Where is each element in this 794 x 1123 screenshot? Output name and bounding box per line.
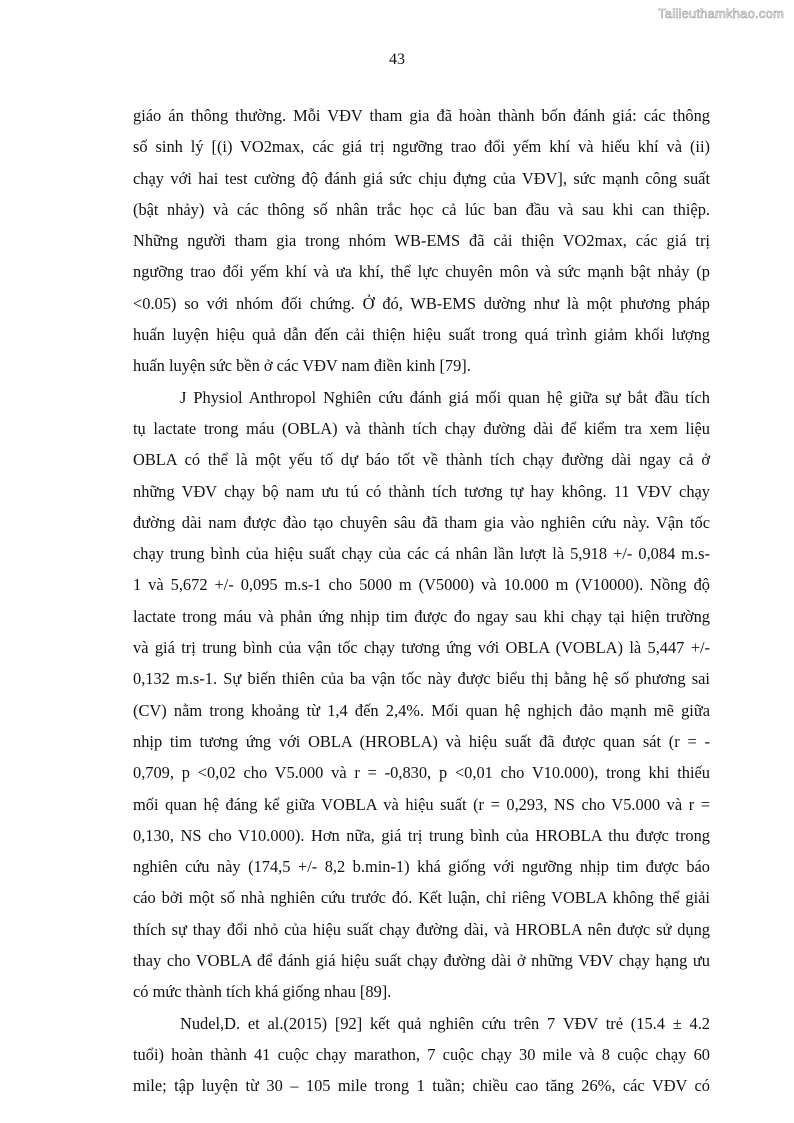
document-body bbox=[133, 100, 710, 1102]
text-line: tụ lactate trong máu (OBLA) và thành tích chạy đường dài để kiểm tra xem liệu bbox=[133, 418, 710, 438]
page-number: 43 bbox=[389, 51, 405, 68]
text-line: ngưỡng trao đổi yếm khí và ưa khí, thể lực chuyên môn và sức mạnh bật nhảy (p bbox=[133, 262, 710, 282]
text-line: tuổi) hoàn thành 41 cuộc chạy marathon, 7 cuộc chạy 30 mile và 8 cuộc chạy 60 bbox=[133, 1044, 710, 1064]
text-line: lactate trong máu và phản ứng nhịp tim được đo ngay sau khi chạy tại hiện trường bbox=[133, 606, 710, 626]
text-line: nghiên cứu này (174,5 +/- 8,2 b.min-1) khá giống với ngưỡng nhịp tim được báo bbox=[133, 857, 710, 877]
text-line: <0.05) so với nhóm đối chứng. Ở đó, WB-EMS dường như là một phương pháp bbox=[133, 293, 710, 313]
paragraph-wb-ems bbox=[133, 100, 710, 382]
paragraph-obla bbox=[133, 382, 710, 1008]
text-line: chạy trung bình của hiệu suất chạy của các cá nhân lần lượt là 5,918 +/- 0,084 m.s- bbox=[133, 544, 710, 564]
text-line: thay cho VOBLA để đánh giá hiệu suất chạy đường dài ở những VĐV chạy hạng ưu bbox=[133, 951, 710, 971]
text-line: huấn luyện sức bền ở các VĐV nam điền kinh [79]. bbox=[133, 356, 471, 376]
text-line: những VĐV chạy bộ nam ưu tú có thành tích tương tự hay không. 11 VĐV chạy bbox=[133, 481, 710, 501]
text-line: chạy với hai test cường độ đánh giá sức chịu đựng của VĐV], sức mạnh công suất bbox=[133, 168, 710, 188]
text-line: cáo bởi một số nhà nghiên cứu trước đó. Kết luận, chỉ riêng VOBLA không thể giải bbox=[133, 888, 710, 908]
text-line: Những người tham gia trong nhóm WB-EMS đã cải thiện VO2max, các giá trị bbox=[133, 231, 710, 251]
text-line: 0,709, p <0,02 cho V5.000 và r = -0,830, p <0,01 cho V10.000), trong khi thiếu bbox=[133, 763, 710, 783]
text-line: (bật nhảy) và các thông số nhân trắc học cả lúc ban đầu và sau khi can thiệp. bbox=[133, 199, 710, 219]
text-line: OBLA có thể là một yếu tố dự báo tốt về thành tích chạy đường dài ngay cả ở bbox=[133, 450, 710, 470]
text-line: đường dài nam được đào tạo chuyên sâu đã tham gia vào nghiên cứu này. Vận tốc bbox=[133, 512, 710, 532]
text-line: nhịp tim tương ứng với OBLA (HROBLA) và hiệu suất đã được quan sát (r = - bbox=[133, 731, 710, 751]
text-line: 0,130, NS cho V10.000). Hơn nữa, giá trị trung bình của HROBLA thu được trong bbox=[133, 825, 710, 845]
watermark: Tailieuthamkhao.com bbox=[658, 6, 784, 21]
text-line: 1 và 5,672 +/- 0,095 m.s-1 cho 5000 m (V5000) và 10.000 m (V10000). Nồng độ bbox=[133, 575, 710, 595]
text-line: 0,132 m.s-1. Sự biến thiên của ba vận tốc này được biểu thị bằng hệ số phương sai bbox=[133, 669, 710, 689]
text-line: thích sự thay đổi nhỏ của hiệu suất chạy đường dài, và HROBLA nên được sử dụng bbox=[133, 919, 710, 939]
text-line: huấn luyện hiệu quả dẫn đến cải thiện hiệu suất trong quá trình giảm khối lượng bbox=[133, 325, 710, 345]
text-line: J Physiol Anthropol Nghiên cứu đánh giá mối quan hệ giữa sự bắt đầu tích bbox=[180, 387, 710, 407]
text-line: và giá trị trung bình của vận tốc chạy tương ứng với OBLA (VOBLA) là 5,447 +/- bbox=[133, 638, 710, 658]
text-line: Nudel,D. et al.(2015) [92] kết quả nghiên cứu trên 7 VĐV trẻ (15.4 ± 4.2 bbox=[180, 1013, 710, 1033]
text-line: mối quan hệ đáng kể giữa VOBLA và hiệu suất (r = 0,293, NS cho V5.000 và r = bbox=[133, 794, 710, 814]
text-line: mile; tập luyện từ 30 – 105 mile trong 1 tuần; chiều cao tăng 26%, các VĐV có bbox=[133, 1076, 710, 1096]
text-line: (CV) nằm trong khoảng từ 1,4 đến 2,4%. Mối quan hệ nghịch đảo mạnh mẽ giữa bbox=[133, 700, 710, 720]
paragraph-nudel bbox=[133, 1008, 710, 1102]
text-line: số sinh lý [(i) VO2max, các giá trị ngưỡng trao đổi yếm khí và hiếu khí và (ii) bbox=[133, 137, 710, 157]
text-line: có mức thành tích khá giống nhau [89]. bbox=[133, 982, 392, 1002]
text-line: giáo án thông thường. Mỗi VĐV tham gia đã hoàn thành bốn đánh giá: các thông bbox=[133, 106, 710, 125]
